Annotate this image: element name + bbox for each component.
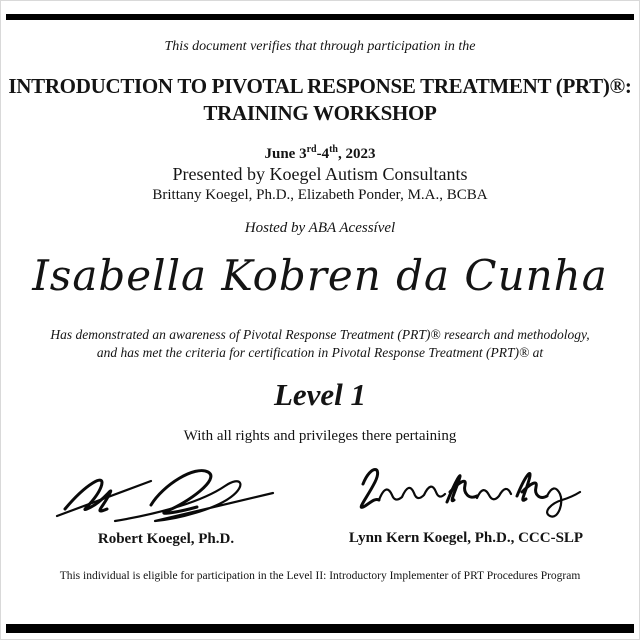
signature-block-left — [31, 459, 301, 548]
presented-by-line: Presented by Koegel Autism Consultants — [172, 164, 468, 184]
date-ordinal: rd — [306, 144, 317, 155]
signer-name-left: Robert Koegel, Ph.D. — [97, 531, 235, 547]
signer-name-right: Lynn Kern Koegel, Ph.D., CCC-SLP — [348, 530, 584, 546]
statement-line-2: and has met the criteria for certification in Pivotal Response Treatment (PRT)® at — [96, 344, 544, 360]
title-line-1: INTRODUCTION TO PIVOTAL RESPONSE TREATMENT (PRT)®: — [8, 74, 632, 98]
date-part: -4 — [316, 146, 330, 162]
presenters-line: Brittany Koegel, Ph.D., Elizabeth Ponder, M.A., BCBA — [152, 187, 488, 203]
statement-line-1: Has demonstrated an awareness of Pivotal Response Treatment (PRT)® research and methodology, — [50, 327, 590, 342]
lynn-kern-koegel-signature-icon — [341, 456, 591, 526]
signature-block-right — [321, 456, 611, 547]
rights-line: With all rights and privileges there pertaining — [183, 428, 457, 444]
intro-line: This document verifies that through participation in the — [164, 39, 476, 54]
robert-koegel-signature-icon — [51, 459, 281, 527]
top-rule — [6, 14, 634, 20]
workshop-date — [1, 144, 639, 163]
bottom-rule — [6, 624, 634, 633]
date-part: , 2023 — [338, 146, 376, 162]
hosted-by-line: Hosted by ABA Acessível — [244, 220, 396, 236]
title-line-2: TRAINING WORKSHOP — [203, 101, 437, 125]
certification-statement — [1, 326, 639, 361]
date-part: June 3 — [264, 146, 307, 162]
eligibility-footer: This individual is eligible for participation in the Level II: Introductory Implementer of PRT Procedures Program — [59, 570, 581, 582]
date-ordinal: th — [329, 144, 338, 155]
certificate-title — [1, 73, 639, 127]
recipient-name: Isabella Kobren da Cunha — [32, 251, 608, 300]
certification-level: Level 1 — [273, 377, 367, 412]
